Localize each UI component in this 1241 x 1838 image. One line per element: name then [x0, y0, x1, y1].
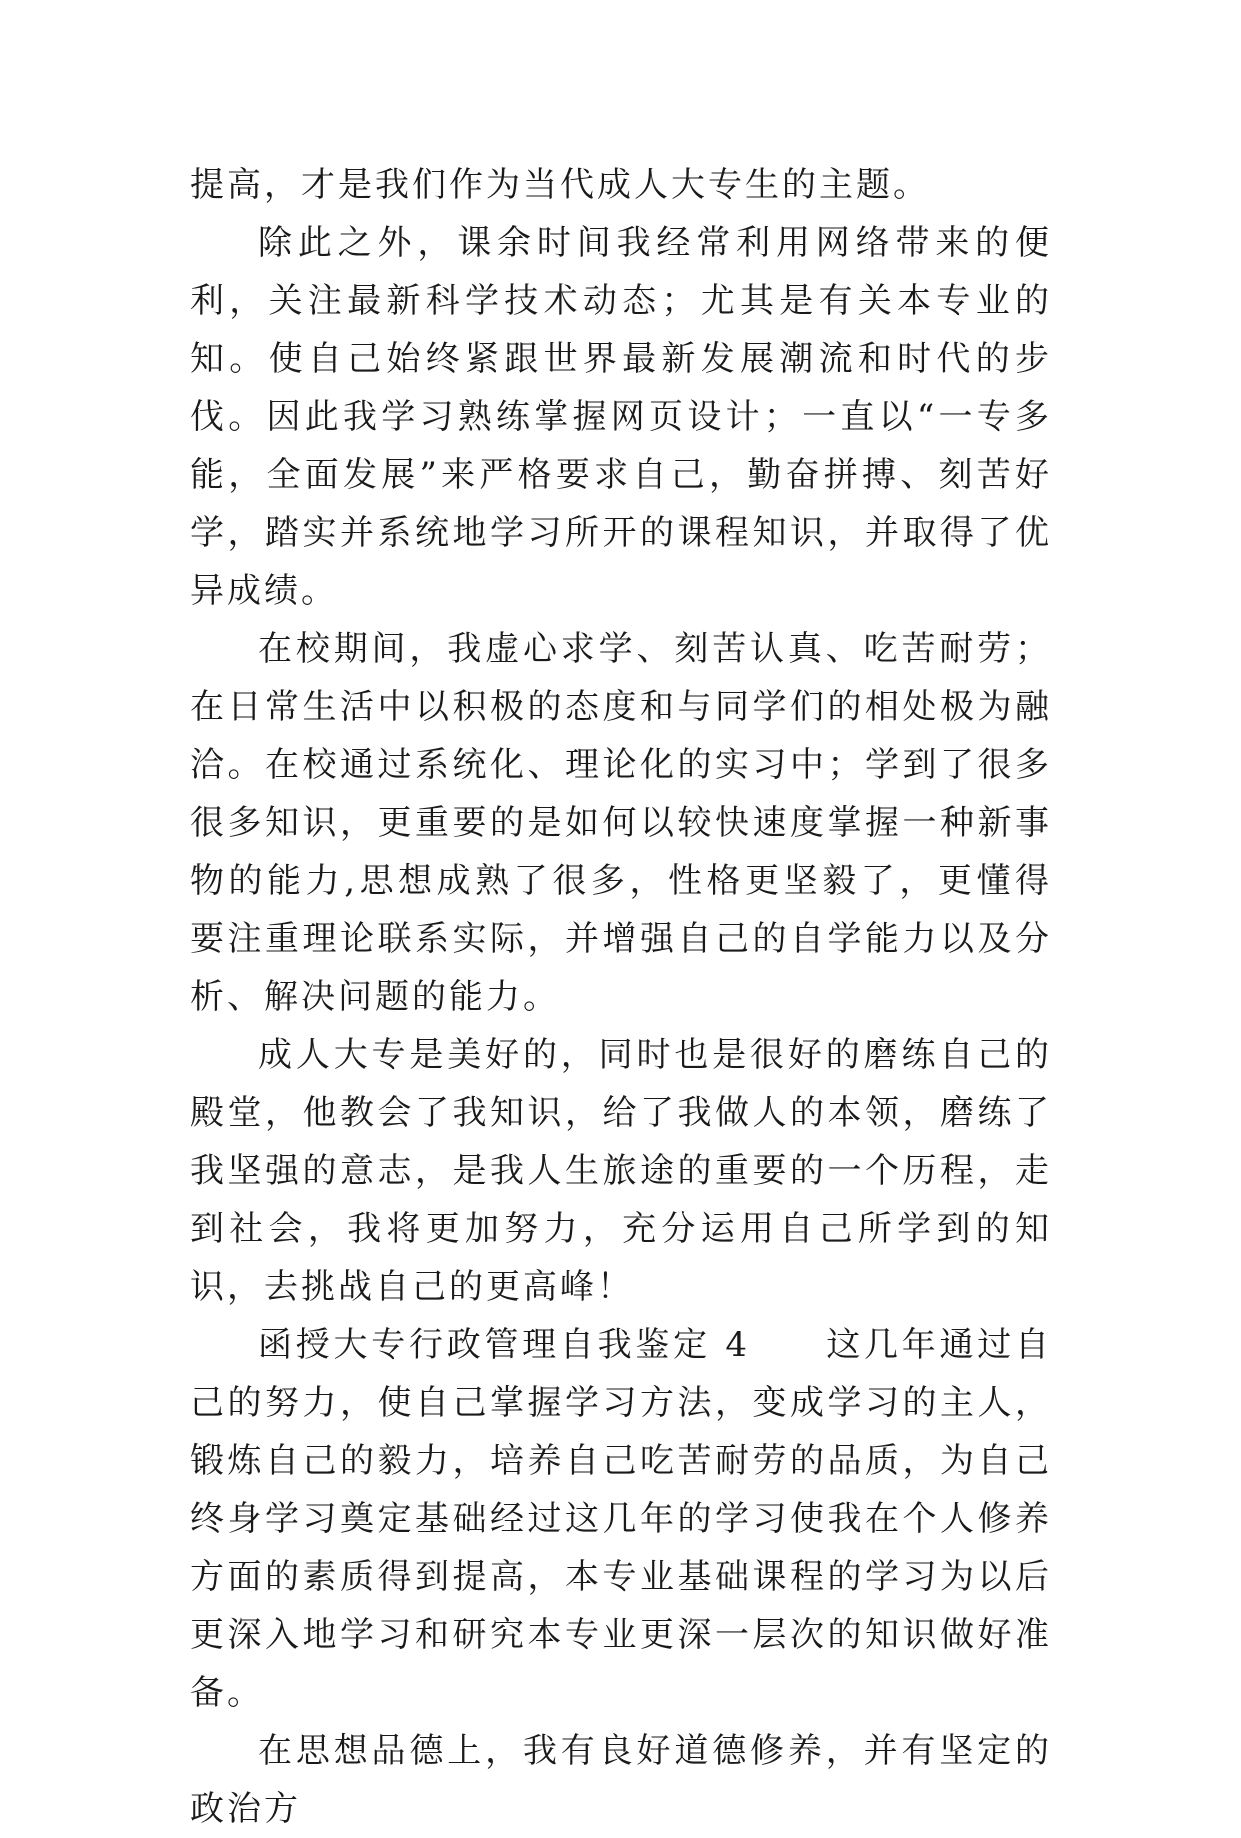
- paragraph-5: 函授大专行政管理自我鉴定 4 这几年通过自己的努力，使自己掌握学习方法，变成学习的主人，锻炼自己的毅力，培养自己吃苦耐劳的品质，为自己终身学习奠定基础经过这几年的学习使我在个人修养方面的素质得到提高，本专业基础课程的学习为以后更深入地学习和研究本专业更深一层次的知识做好准备。: [190, 1325, 1052, 1713]
- paragraph-1: 提高，才是我们作为当代成人大专生的主题。: [190, 165, 930, 205]
- paragraph-3: 在校期间，我虚心求学、刻苦认真、吃苦耐劳；在日常生活中以积极的态度和与同学们的相处极为融洽。在校通过系统化、理论化的实习中；学到了很多很多知识，更重要的是如何以较快速度掌握一种新事物的能力,思想成熟了很多，性格更坚毅了，更懂得要注重理论联系实际，并增强自己的自学能力以及分析、解决问题的能力。: [190, 629, 1052, 1017]
- document-body: [190, 156, 1052, 1838]
- paragraph-4: 成人大专是美好的，同时也是很好的磨练自己的殿堂，他教会了我知识，给了我做人的本领，磨练了我坚强的意志，是我人生旅途的重要的一个历程，走到社会，我将更加努力，充分运用自己所学到的知识，去挑战自己的更高峰！: [190, 1035, 1052, 1307]
- paragraph-2: 除此之外，课余时间我经常利用网络带来的便利，关注最新科学技术动态；尤其是有关本专业的知。使自己始终紧跟世界最新发展潮流和时代的步伐。因此我学习熟练掌握网页设计；一直以“一专多能，全面发展”来严格要求自己，勤奋拼搏、刻苦好学，踏实并系统地学习所开的课程知识，并取得了优异成绩。: [190, 223, 1052, 611]
- paragraph-6: 在思想品德上，我有良好道德修养，并有坚定的政治方: [190, 1731, 1052, 1829]
